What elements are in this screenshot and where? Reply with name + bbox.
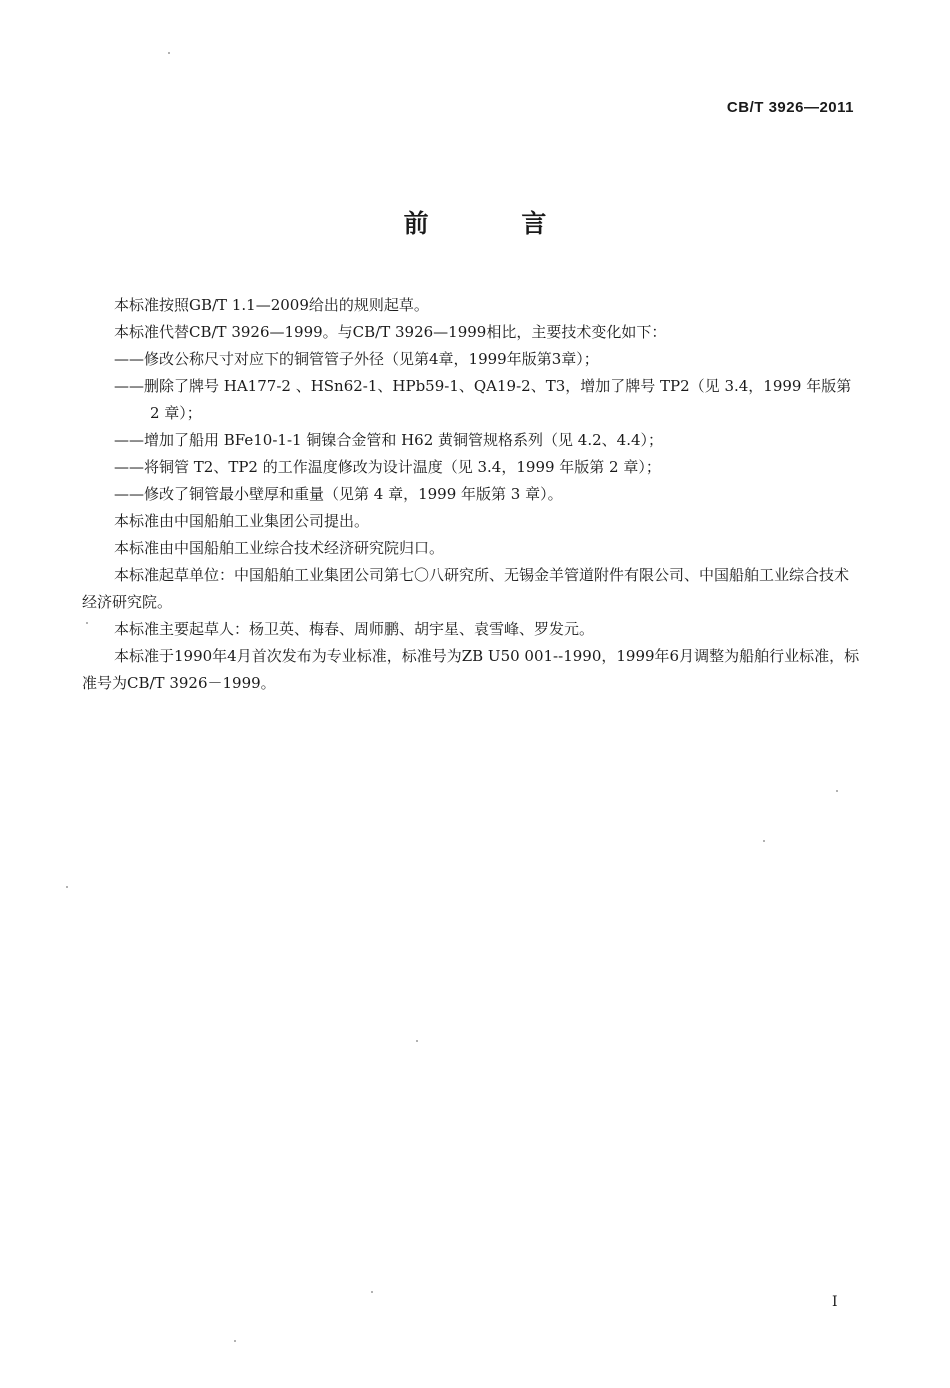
scan-speck	[416, 1040, 418, 1042]
paragraph-replacement: 本标准代替CB/T 3926—1999。与CB/T 3926—1999相比，主要技术变化如下：	[114, 323, 667, 341]
paragraph-centralized-unit: 本标准由中国船舶工业综合技术经济研究院归口。	[114, 539, 445, 557]
foreword-body	[82, 292, 862, 697]
scan-speck	[168, 52, 170, 54]
change-item: ——修改公称尺寸对应下的铜管管子外径（见第4章，1999年版第3章）；	[114, 350, 599, 368]
scan-speck	[86, 622, 88, 624]
scan-speck	[234, 1340, 236, 1342]
paragraph-history: 本标准于1990年4月首次发布为专业标准，标准号为ZB U50 001--1990，1999年6月调整为船舶行业标准，标准号为CB/T 3926－1999。	[82, 647, 860, 692]
change-item: ——修改了铜管最小壁厚和重量（见第 4 章，1999 年版第 3 章）。	[114, 485, 563, 503]
page-number: I	[832, 1294, 838, 1310]
paragraph-proposer: 本标准由中国船舶工业集团公司提出。	[114, 512, 370, 530]
paragraph-drafting-rules: 本标准按照GB/T 1.1—2009给出的规则起草。	[114, 296, 429, 314]
change-item: ——删除了牌号 HA177-2 、HSn62-1、HPb59-1、QA19-2、T3，增加了牌号 TP2（见 3.4，1999 年版第 2 章）；	[114, 377, 852, 422]
paragraph-drafters: 本标准主要起草人：杨卫英、梅春、周师鹏、胡宇星、袁雪峰、罗发元。	[114, 620, 595, 638]
change-item: ——增加了船用 BFe10-1-1 铜镍合金管和 H62 黄铜管规格系列（见 4.2、4.4）；	[114, 431, 664, 449]
page-title: 前 言	[403, 209, 589, 238]
change-item: ——将铜管 T2、TP2 的工作温度修改为设计温度（见 3.4，1999 年版第 2 章）；	[114, 458, 661, 476]
standard-code: CB/T 3926—2011	[726, 99, 854, 116]
scan-speck	[763, 840, 765, 842]
scan-speck	[371, 1291, 373, 1293]
scan-speck	[66, 886, 68, 888]
scan-speck	[836, 790, 838, 792]
paragraph-drafting-units: 本标准起草单位：中国船舶工业集团公司第七〇八研究所、无锡金羊管道附件有限公司、中国船舶工业综合技术经济研究院。	[82, 566, 850, 611]
